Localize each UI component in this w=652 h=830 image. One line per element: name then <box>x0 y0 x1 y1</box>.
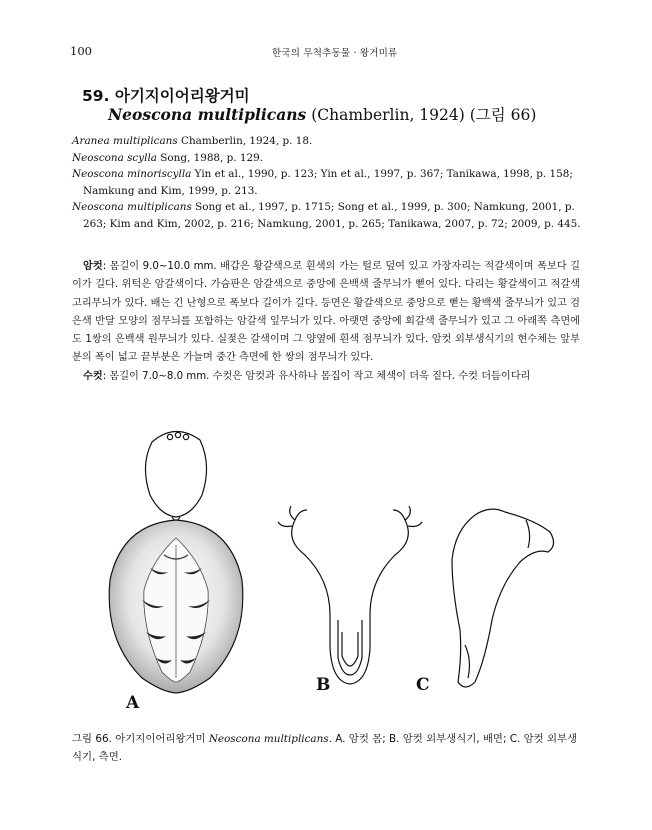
synonym-entry <box>72 166 582 199</box>
synonymy-list <box>72 133 582 232</box>
synonym-refs: Chamberlin, 1924, p. 18. <box>177 135 313 147</box>
female-body-drawing <box>109 431 243 693</box>
carapace <box>145 431 206 517</box>
synonym-refs: Yin et al., 1990, p. 123; Yin et al., 1997, p. 367; Tanikawa, 1998, p. 158; Namkung and Kim, 1999, p. 213. <box>83 168 573 197</box>
figure-caption <box>72 730 580 766</box>
epigyne-ventral-drawing <box>278 506 422 684</box>
synonym-name: Aranea multiplicans <box>72 135 178 147</box>
figure-label-b: B <box>316 675 331 695</box>
synonym-entry <box>72 133 582 150</box>
page-number: 100 <box>70 44 92 58</box>
male-label: 수컷 <box>83 370 103 382</box>
female-text: : 몸길이 9.0~10.0 mm. 배갑은 황갈색으로 흰색의 가는 털로 덮여 있고 가장자리는 적갈색이며 폭보다 길이가 길다. 위턱은 암갈색이다. 가슴판은 암갈색으로 중앙에 은백색 줄무늬가 뻗어 있다. 다리는 황갈색이고 적갈색 고리무늬가 있다. 배는 긴 난형으로 폭보다 길이가 길다. 등면은 황갈색으로 중앙으로 뻗는 황백색 줄무늬가 있고 검은색 반달 모양의 점무늬를 포함하는 암갈색 잎무늬가 있다. 아랫면 중앙에 회갈색 줄무늬가 있고 그 아래쪽 측면에도 1쌍의 은백색 원무늬가 있다. 실젖은 갈색이며 그 양옆에 흰색 점무늬가 있다. 암컷 외부생식기의 현수체는 앞부분의 폭이 넓고 끝부분은 가늘며 중간 측면에 한 쌍의 점무늬가 있다. <box>72 261 580 364</box>
species-title-korean: 59. 아기지이어리왕거미 <box>82 87 250 105</box>
figure-label-a: A <box>126 693 140 713</box>
epigyne-lateral-drawing <box>452 509 554 687</box>
synonym-name: Neoscona multiplicans <box>72 201 192 213</box>
caption-prefix: 그림 66. 아기지이어리왕거미 <box>72 733 209 745</box>
scientific-name: Neoscona multiplicans <box>108 105 307 124</box>
caption-suffix: . A. 암컷 몸; B. 암컷 외부생식기, 배면; C. 암컷 외부생식기, 측면. <box>72 733 578 763</box>
female-label: 암컷 <box>83 261 103 272</box>
synonym-entry <box>72 150 582 167</box>
figure-label-c: C <box>416 675 430 695</box>
synonym-refs: Song et al., 1997, p. 1715; Song et al., 1999, p. 300; Namkung, 2001, p. 263; Kim and Kim, 2002, p. 216; Namkung, 2001, p. 265; Tanikawa, 2007, p. 72; 2009, p. 445. <box>83 201 581 230</box>
synonym-name: Neoscona minoriscylla <box>72 168 192 180</box>
caption-scientific-name: Neoscona multiplicans <box>208 733 329 745</box>
male-text: : 몸길이 7.0~8.0 mm. 수컷은 암컷과 유사하나 몸집이 작고 체색이 더욱 짙다. 수컷 더듬이다리 <box>102 370 531 382</box>
running-head: 한국의 무척추동물 · 왕거미류 <box>272 48 398 59</box>
synonym-name: Neoscona scylla <box>72 151 157 164</box>
figure-66 <box>80 420 580 720</box>
description <box>72 258 580 386</box>
female-description <box>72 258 580 368</box>
authority: (Chamberlin, 1924) (그림 66) <box>306 106 537 124</box>
male-description <box>72 368 580 386</box>
species-title-scientific <box>108 103 536 125</box>
synonym-refs: Song, 1988, p. 129. <box>156 151 264 164</box>
synonym-entry <box>72 199 582 232</box>
